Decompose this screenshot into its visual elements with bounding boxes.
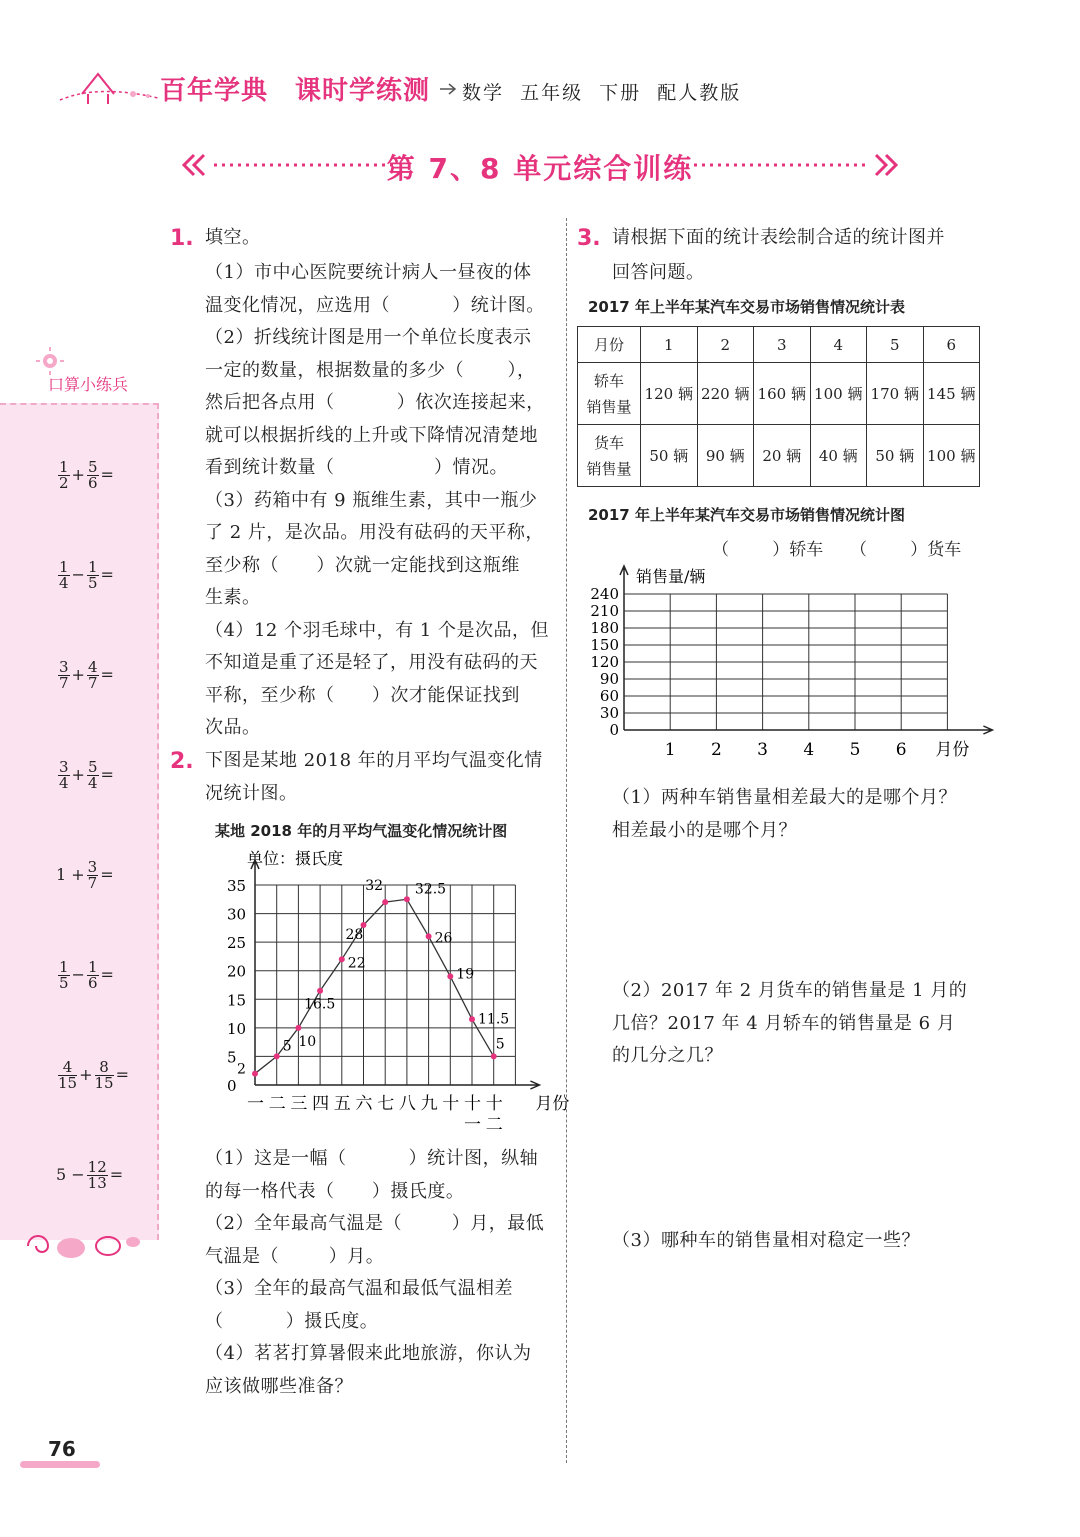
- q1-line: 看到统计数量（ ）情况。: [205, 457, 509, 478]
- x-tick-label: 二: [268, 1094, 286, 1114]
- shell-decoration-icon: [16, 1222, 146, 1268]
- table-cell: 220 辆: [697, 363, 754, 425]
- fraction: [87, 460, 99, 491]
- q2-question-line: （1）这是一幅（ ）统计图，纵轴: [205, 1148, 539, 1169]
- q1-line: （3）药箱中有 9 瓶维生素，其中一瓶少: [205, 489, 538, 511]
- operator: −: [71, 965, 85, 984]
- numerator: 5: [87, 458, 98, 476]
- table-cell: 1: [641, 327, 698, 363]
- sales-table-title: 2017 年上半年某汽车交易市场销售情况统计表: [588, 298, 905, 316]
- q2-question-line: （3）全年的最高气温和最低气温相差: [205, 1278, 513, 1299]
- x-tick-label: 一: [247, 1094, 264, 1114]
- y-axis-label: 销售量/辆: [636, 567, 706, 586]
- fraction: [87, 760, 99, 791]
- page-number: 76: [48, 1437, 76, 1461]
- data-point: [382, 899, 388, 905]
- data-label: 10: [298, 1033, 317, 1050]
- denominator: 7: [87, 874, 98, 892]
- data-point: [317, 988, 323, 994]
- row-label-line: 货车: [593, 433, 624, 452]
- x-tick-label: 十: [442, 1094, 460, 1114]
- table-cell: 50 辆: [867, 425, 924, 487]
- fraction: [87, 960, 99, 991]
- q2-line-1: 下图是某地 2018 年的月平均气温变化情: [205, 750, 543, 771]
- q1-body: [205, 257, 565, 745]
- data-label: 11.5: [478, 1011, 510, 1028]
- x-tick-label: 六: [355, 1094, 373, 1114]
- q3-sub-1: [612, 782, 957, 847]
- q2-question-line: （4）茗茗打算暑假来此地旅游，你认为: [205, 1343, 532, 1364]
- q2-question-line: 气温是（ ）月。: [205, 1245, 385, 1267]
- data-point: [252, 1071, 258, 1077]
- y-tick-label: 240: [590, 585, 619, 603]
- table-cell: 90 辆: [697, 425, 754, 487]
- brand-title: 百年学典: [160, 76, 269, 106]
- calc-item: [56, 1060, 129, 1091]
- x-tick-label: 九: [420, 1094, 438, 1114]
- equals-sign: =: [100, 965, 114, 984]
- y-tick-label: 0: [227, 1077, 237, 1095]
- q1-line: 就可以根据折线的上升或下降情况清楚地: [205, 424, 538, 446]
- numerator: 4: [58, 1060, 77, 1076]
- data-point: [295, 1025, 301, 1031]
- legend-car: （ ）轿车: [712, 540, 824, 560]
- y-tick-label: 30: [227, 905, 247, 924]
- calc-item: [56, 660, 114, 691]
- x-tick-label: 十: [485, 1094, 503, 1114]
- data-label: 28: [345, 927, 364, 943]
- denominator: 4: [59, 774, 69, 792]
- data-point: [491, 1053, 497, 1059]
- fraction: [58, 760, 70, 791]
- y-tick-label: 35: [227, 877, 247, 895]
- y-axis-label: 单位：摄氏度: [247, 849, 344, 868]
- y-tick-label: 150: [590, 636, 619, 654]
- fraction: [87, 560, 99, 591]
- q2-question-line: 的每一格代表（ ）摄氏度。: [205, 1180, 465, 1202]
- x-tick-label: 6: [895, 740, 907, 760]
- y-tick-label: 120: [590, 653, 619, 671]
- y-tick-label: 30: [599, 704, 619, 722]
- y-axis: [251, 860, 259, 1085]
- q3-question-line: （3）哪种车的销售量相对稳定一些？: [612, 1230, 920, 1251]
- equals-sign: =: [100, 565, 114, 584]
- q2-line-2: 况统计图。: [205, 783, 298, 804]
- denominator: 7: [87, 674, 98, 692]
- y-tick-label: 210: [590, 602, 619, 620]
- q3-question-line: （1）两种车销售量相差最大的是哪个月？: [612, 787, 957, 808]
- q3-question-line: 几倍？2017 年 4 月轿车的销售量是 6 月: [612, 1012, 956, 1034]
- page-number-bar: [20, 1461, 100, 1468]
- table-row-label: [578, 425, 641, 487]
- denominator: 5: [87, 574, 98, 592]
- q2-question-line: （2）全年最高气温是（ ）月，最低: [205, 1213, 545, 1234]
- table-row: [578, 363, 980, 425]
- numerator: 1: [87, 958, 98, 976]
- q1-number: 1.: [170, 226, 194, 251]
- data-label: 26: [434, 930, 453, 947]
- numerator: 4: [87, 658, 98, 676]
- equals-sign: =: [100, 865, 114, 884]
- y-tick-label: 10: [227, 1019, 247, 1038]
- x-axis: [624, 726, 992, 734]
- numerator: 1: [59, 458, 69, 476]
- q1-line: 一定的数量，根据数量的多少（ ），: [205, 359, 536, 381]
- calc-item: [56, 560, 114, 591]
- table-cell: 100 辆: [810, 363, 867, 425]
- data-label: 2: [237, 1061, 246, 1078]
- temp-chart-title: 某地 2018 年的月平均气温变化情况统计图: [215, 822, 508, 840]
- x-tick-label: 一: [464, 1115, 481, 1135]
- q1-line: 不知道是重了还是轻了，用没有砝码的天: [205, 652, 538, 673]
- fraction: [58, 560, 70, 591]
- sales-chart: [580, 560, 980, 765]
- table-cell: 120 辆: [641, 363, 698, 425]
- q1-line: 平称，至少称（ ）次才能保证找到: [205, 684, 520, 706]
- table-cell: 20 辆: [754, 425, 811, 487]
- table-cell: 145 辆: [923, 363, 980, 425]
- q3-question-line: 的几分之几？: [612, 1045, 723, 1066]
- denominator: 15: [58, 1074, 78, 1092]
- table-cell: 3: [754, 327, 811, 363]
- table-cell: 5: [867, 327, 924, 363]
- numerator: 1: [59, 958, 69, 976]
- q2-question-line: 应该做哪些准备？: [205, 1375, 353, 1397]
- table-cell: 100 辆: [923, 425, 980, 487]
- column-divider: [566, 218, 567, 1463]
- data-label: 32.5: [414, 881, 447, 898]
- equals-sign: =: [100, 665, 114, 684]
- x-axis-label: 月份: [935, 740, 970, 760]
- numerator: 12: [87, 1158, 107, 1176]
- numerator: 8: [95, 1060, 114, 1076]
- equals-sign: =: [115, 1065, 129, 1084]
- q1-line: 然后把各点用（ ）依次连接起来，: [205, 392, 545, 413]
- sales-chart-title: 2017 年上半年某汽车交易市场销售情况统计图: [588, 506, 905, 524]
- q3-sub-2: [612, 975, 967, 1073]
- numerator: 5: [87, 758, 98, 776]
- numerator: 3: [87, 858, 98, 876]
- numerator: 1: [87, 558, 98, 576]
- fraction: [58, 460, 70, 491]
- denominator: 5: [59, 974, 69, 992]
- fraction: [58, 1060, 77, 1091]
- x-tick-label: 五: [333, 1094, 351, 1114]
- denominator: 6: [87, 474, 98, 492]
- data-point: [274, 1053, 280, 1059]
- numerator: 3: [59, 758, 69, 776]
- x-axis: [255, 1081, 539, 1089]
- temp-chart: [200, 842, 570, 1135]
- data-label: 5: [282, 1038, 292, 1055]
- table-row-label: [578, 363, 641, 425]
- q2-questions: [205, 1143, 565, 1403]
- calc-item: [56, 460, 114, 491]
- table-cell: 月份: [578, 327, 641, 363]
- x-tick-label: 四: [312, 1094, 330, 1114]
- numerator: 3: [59, 658, 69, 676]
- mental-math-sidebar: [0, 403, 159, 1240]
- operator: −: [71, 565, 85, 584]
- header-house-decoration: [58, 64, 168, 108]
- y-tick-label: 0: [609, 721, 619, 739]
- numerator: 1: [59, 558, 69, 576]
- fraction: [87, 660, 99, 691]
- fraction: [95, 1060, 114, 1091]
- data-label: 22: [347, 955, 366, 972]
- calc-prefix: 1 +: [56, 865, 85, 884]
- data-point: [404, 896, 410, 902]
- table-cell: 2: [697, 327, 754, 363]
- x-tick-label: 2: [710, 740, 722, 760]
- calc-item: [56, 1160, 123, 1191]
- q2-question-line: （ ）摄氏度。: [205, 1310, 379, 1332]
- data-point: [339, 956, 345, 962]
- y-tick-label: 5: [227, 1048, 237, 1067]
- subject-line: 数学 五年级 下册 配人教版: [462, 82, 742, 104]
- table-cell: 40 辆: [810, 425, 867, 487]
- table-cell: 170 辆: [867, 363, 924, 425]
- operator: +: [71, 765, 85, 784]
- q3-question-line: （2）2017 年 2 月货车的销售量是 1 月的: [612, 980, 968, 1001]
- fraction: [87, 1160, 108, 1191]
- equals-sign: =: [100, 765, 114, 784]
- x-tick-label: 二: [485, 1115, 503, 1135]
- data-point: [447, 973, 453, 979]
- q1-line: （2）折线统计图是用一个单位长度表示: [205, 327, 532, 348]
- q1-line: 至少称（ ）次就一定能找到这瓶维: [205, 554, 520, 576]
- y-tick-label: 15: [227, 991, 247, 1010]
- q3-line-2: 回答问题。: [612, 262, 705, 283]
- y-tick-label: 180: [590, 619, 619, 637]
- data-point: [469, 1016, 475, 1022]
- q3-question-line: 相差最小的是哪个月？: [612, 819, 797, 841]
- calc-item: [56, 860, 114, 891]
- table-cell: 160 辆: [754, 363, 811, 425]
- calc-prefix: 5 −: [56, 1165, 85, 1184]
- legend-truck: （ ）货车: [850, 540, 962, 560]
- x-tick-label: 七: [377, 1094, 395, 1114]
- fraction: [58, 660, 70, 691]
- unit-title: 第 7、8 单元综合训练: [386, 152, 694, 185]
- fraction: [58, 960, 70, 991]
- q1-line: 生素。: [205, 587, 261, 608]
- x-tick-label: 十: [464, 1094, 481, 1114]
- y-tick-label: 60: [599, 687, 619, 705]
- y-axis: [620, 566, 628, 730]
- y-tick-label: 90: [599, 670, 619, 688]
- x-tick-label: 3: [757, 740, 769, 760]
- data-label: 19: [456, 966, 475, 983]
- x-tick-label: 1: [664, 740, 676, 760]
- row-label-line: 轿车: [593, 371, 624, 390]
- fraction: [87, 860, 99, 891]
- data-label: 32: [365, 878, 384, 895]
- denominator: 7: [59, 674, 69, 692]
- q2-number: 2.: [170, 749, 194, 774]
- row-label-line: 销售量: [586, 397, 632, 416]
- table-row: [578, 425, 980, 487]
- q1-title: 填空。: [205, 227, 261, 248]
- denominator: 13: [87, 1174, 107, 1192]
- q3-number: 3.: [577, 226, 601, 251]
- row-label-line: 销售量: [586, 459, 632, 478]
- calc-item: [56, 960, 114, 991]
- q3-sub-3: [612, 1225, 920, 1258]
- q3-line-1: 请根据下面的统计表绘制合适的统计图并: [612, 227, 945, 248]
- denominator: 6: [87, 974, 98, 992]
- q1-line: 次品。: [205, 717, 261, 738]
- unit-title-row: [180, 143, 900, 187]
- sales-table: [577, 326, 980, 487]
- x-tick-label: 三: [290, 1094, 308, 1114]
- x-axis-label: 月份: [535, 1094, 570, 1114]
- operator: +: [79, 1065, 93, 1084]
- denominator: 4: [59, 574, 69, 592]
- denominator: 2: [59, 474, 69, 492]
- q1-line: （4）12 个羽毛球中，有 1 个是次品，但: [205, 619, 549, 641]
- operator: +: [71, 665, 85, 684]
- operator: +: [71, 465, 85, 484]
- y-tick-label: 20: [227, 962, 247, 981]
- sidebar-title: 口算小练兵: [48, 375, 129, 394]
- x-tick-label: 4: [803, 740, 815, 760]
- data-point: [426, 933, 432, 939]
- calc-item: [56, 760, 114, 791]
- data-label: 5: [495, 1036, 505, 1053]
- q1-line: （1）市中心医院要统计病人一昼夜的体: [205, 262, 532, 283]
- y-tick-label: 25: [227, 934, 247, 953]
- table-cell: 4: [810, 327, 867, 363]
- x-tick-label: 八: [398, 1094, 416, 1114]
- q1-line: 温变化情况，应选用（ ）统计图。: [205, 294, 545, 316]
- equals-sign: =: [100, 465, 114, 484]
- equals-sign: =: [109, 1165, 124, 1184]
- table-cell: 6: [923, 327, 980, 363]
- table-header-row: [578, 327, 980, 363]
- denominator: 15: [94, 1074, 114, 1092]
- table-cell: 50 辆: [641, 425, 698, 487]
- q1-line: 了 2 片，是次品。用没有砝码的天平称，: [205, 522, 544, 543]
- data-label: 16.5: [304, 996, 336, 1013]
- right-chevron-icon: [680, 151, 900, 179]
- series-title: 课时学练测: [295, 76, 431, 106]
- x-tick-label: 5: [849, 740, 861, 760]
- denominator: 4: [87, 774, 98, 792]
- arrow-icon: [440, 82, 460, 96]
